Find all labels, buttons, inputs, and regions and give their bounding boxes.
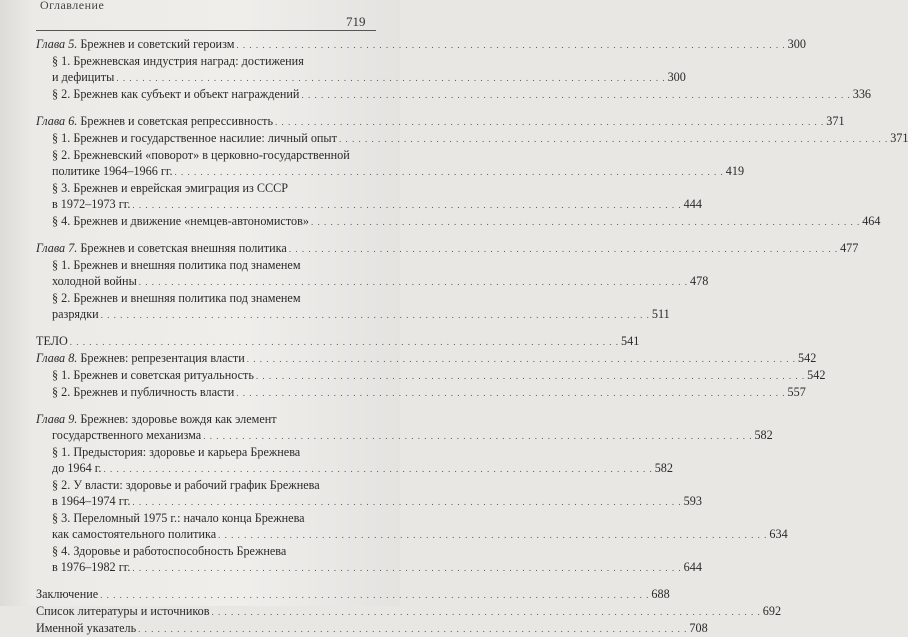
entry-text: § 1. Брежнев и государственное насилие: личный опыт xyxy=(52,131,337,145)
entry-page-number: 371 xyxy=(890,131,908,145)
toc-entry-chapter xyxy=(36,350,817,367)
toc-entry-sec xyxy=(36,180,382,196)
toc-entry-part xyxy=(36,586,670,603)
entry-text: § 2. Брежневский «поворот» в церковно-государственной xyxy=(52,148,350,162)
toc-entry-chapter xyxy=(36,240,859,257)
toc-entry-cont xyxy=(36,306,670,323)
dot-leader xyxy=(301,86,850,103)
chapter-label: Глава 8. xyxy=(36,351,81,365)
entry-page-number: 300 xyxy=(667,70,686,84)
entry-page-number: 336 xyxy=(852,87,871,101)
entry-text: Список литературы и источников xyxy=(36,604,210,618)
page-number: 719 xyxy=(346,14,366,29)
header-rule xyxy=(36,30,376,31)
entry-text: § 3. Переломный 1975 г.: начало конца Брежнева xyxy=(52,511,305,525)
toc-entry-part xyxy=(36,620,708,637)
entry-text: § 1. Брежневская индустрия наград: достижения xyxy=(52,54,304,68)
dot-leader xyxy=(203,427,752,444)
toc-entry-chapter xyxy=(36,411,382,427)
chapter-label: Глава 5. xyxy=(36,37,81,51)
toc-entry-sec xyxy=(36,130,908,147)
toc-entry-cont xyxy=(36,559,702,576)
entry-page-number: 478 xyxy=(690,274,709,288)
chapter-label: Глава 7. xyxy=(36,241,81,255)
dot-leader xyxy=(116,69,665,86)
entry-text: § 4. Здоровье и работоспособность Брежнева xyxy=(52,544,287,558)
chapter-heading xyxy=(36,113,273,129)
running-title: Оглавление xyxy=(40,0,105,12)
toc-entry-sec xyxy=(36,257,382,273)
dot-leader xyxy=(132,493,681,510)
toc-entry-sec xyxy=(36,477,382,493)
dot-leader xyxy=(132,559,681,576)
entry-text: § 2. Брежнев и публичность власти xyxy=(52,385,235,399)
toc-gap xyxy=(36,576,382,586)
dot-leader xyxy=(247,350,796,367)
toc-entry-sec xyxy=(36,510,382,526)
toc-entry-cont xyxy=(36,69,686,86)
toc-entry-chapter xyxy=(36,113,845,130)
toc-entry-cont xyxy=(36,526,788,543)
toc-gap xyxy=(36,323,382,333)
entry-text: ТЕЛО xyxy=(36,334,68,348)
dot-leader xyxy=(101,306,650,323)
entry-page-number: 634 xyxy=(769,527,788,541)
chapter-heading xyxy=(36,36,234,52)
entry-page-number: 692 xyxy=(762,604,782,618)
toc-entry-sec xyxy=(36,86,871,103)
entry-page-number: 708 xyxy=(689,621,708,635)
toc-entry-sec xyxy=(36,53,382,69)
toc-entry-cont xyxy=(36,273,709,290)
toc-entry-part xyxy=(36,603,782,620)
table-of-contents xyxy=(36,36,908,637)
toc-entry-sec xyxy=(36,384,806,401)
dot-leader xyxy=(236,384,785,401)
entry-text: холодной войны xyxy=(52,274,137,288)
dot-leader xyxy=(311,213,860,230)
entry-text: § 1. Брежнев и советская ритуальность xyxy=(52,368,254,382)
dot-leader xyxy=(138,620,687,637)
entry-text: политике 1964–1966 гг. xyxy=(52,164,173,178)
chapter-label: Глава 9. xyxy=(36,412,81,426)
chapter-title: Брежнев: здоровье вождя как элемент xyxy=(80,412,277,426)
dot-leader xyxy=(339,130,888,147)
entry-page-number: 582 xyxy=(654,461,673,475)
toc-entry-sec xyxy=(36,367,826,384)
entry-text: и дефициты xyxy=(52,70,115,84)
dot-leader xyxy=(70,333,619,350)
toc-entry-chapter xyxy=(36,36,806,53)
entry-page-number: 644 xyxy=(683,560,702,574)
entry-page-number: 371 xyxy=(826,114,845,128)
entry-page-number: 542 xyxy=(798,351,817,365)
entry-text: § 1. Предыстория: здоровье и карьера Брежнева xyxy=(52,445,301,459)
entry-page-number: 464 xyxy=(862,214,881,228)
toc-entry-sec xyxy=(36,444,382,460)
dot-leader xyxy=(218,526,767,543)
chapter-heading xyxy=(36,411,277,427)
entry-text: в 1976–1982 гг. xyxy=(52,560,131,574)
dot-leader xyxy=(256,367,805,384)
toc-gap xyxy=(36,230,382,240)
dot-leader xyxy=(175,163,724,180)
dot-leader xyxy=(103,460,652,477)
dot-leader xyxy=(100,586,649,603)
toc-entry-sec xyxy=(36,543,382,559)
dot-leader xyxy=(236,36,785,53)
entry-text: § 4. Брежнев и движение «немцев-автономистов» xyxy=(52,214,309,228)
entry-page-number: 593 xyxy=(683,494,702,508)
chapter-heading xyxy=(36,240,287,256)
toc-gap xyxy=(36,401,382,411)
dot-leader xyxy=(289,240,838,257)
entry-page-number: 688 xyxy=(651,587,670,601)
dot-leader xyxy=(139,273,688,290)
entry-page-number: 511 xyxy=(651,307,670,321)
toc-entry-cont xyxy=(36,196,702,213)
entry-page-number: 300 xyxy=(787,37,806,51)
entry-page-number: 419 xyxy=(725,164,745,178)
toc-entry-part xyxy=(36,333,640,350)
chapter-title: Брежнев и советская внешняя политика xyxy=(80,241,287,255)
entry-page-number: 557 xyxy=(787,385,806,399)
dot-leader xyxy=(132,196,681,213)
entry-text: как самостоятельного политика xyxy=(52,527,217,541)
chapter-title: Брежнев и советский героизм xyxy=(80,37,235,51)
dot-leader xyxy=(275,113,824,130)
entry-page-number: 444 xyxy=(683,197,702,211)
dot-leader xyxy=(212,603,761,620)
entry-text: § 3. Брежнев и еврейская эмиграция из СССР xyxy=(52,181,289,195)
entry-text: до 1964 г. xyxy=(52,461,102,475)
entry-text: § 2. У власти: здоровье и рабочий график Брежнева xyxy=(52,478,320,492)
entry-text: Заключение xyxy=(36,587,99,601)
toc-entry-cont xyxy=(36,427,773,444)
entry-page-number: 582 xyxy=(754,428,773,442)
toc-entry-cont xyxy=(36,460,673,477)
entry-text: § 2. Брежнев как субъект и объект награждений xyxy=(52,87,300,101)
toc-entry-sec xyxy=(36,290,382,306)
toc-entry-sec xyxy=(36,147,382,163)
toc-entry-sec xyxy=(36,213,881,230)
chapter-title: Брежнев и советская репрессивность xyxy=(80,114,274,128)
entry-text: Именной указатель xyxy=(36,621,137,635)
entry-text: разрядки xyxy=(52,307,99,321)
toc-entry-cont xyxy=(36,493,702,510)
toc-entry-cont xyxy=(36,163,745,180)
entry-page-number: 477 xyxy=(840,241,859,255)
entry-text: § 1. Брежнев и внешняя политика под знаменем xyxy=(52,258,301,272)
chapter-label: Глава 6. xyxy=(36,114,81,128)
entry-text: в 1972–1973 гг. xyxy=(52,197,131,211)
entry-text: в 1964–1974 гг. xyxy=(52,494,131,508)
entry-page-number: 542 xyxy=(807,368,826,382)
toc-gap xyxy=(36,103,382,113)
entry-text: § 2. Брежнев и внешняя политика под знаменем xyxy=(52,291,301,305)
chapter-title: Брежнев: репрезентация власти xyxy=(80,351,245,365)
chapter-heading xyxy=(36,350,245,366)
entry-page-number: 541 xyxy=(621,334,640,348)
entry-text: государственного механизма xyxy=(52,428,202,442)
